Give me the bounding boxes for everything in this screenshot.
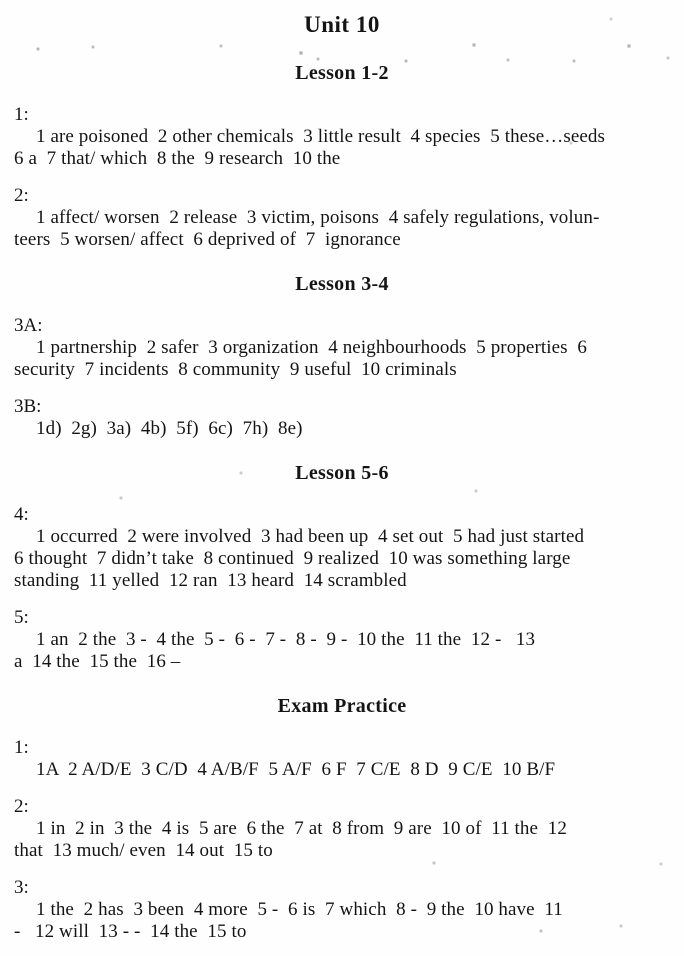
section-heading: Lesson 1-2: [295, 62, 389, 84]
exercise-2: [14, 185, 670, 251]
exercise-3b: [14, 396, 670, 440]
answer-line: 1A 2 A/D/E 3 C/D 4 A/B/F 5 A/F 6 F 7 C/E 8 D 9 C/E 10 B/F: [36, 759, 556, 780]
exercise-label: 2:: [14, 796, 29, 817]
answer-line: standing 11 yelled 12 ran 13 heard 14 scrambled: [14, 570, 407, 591]
answer-line: teers 5 worsen/ affect 6 deprived of 7 ignorance: [14, 229, 401, 250]
answer-line: 1 affect/ worsen 2 release 3 victim, poisons 4 safely regulations, volun-: [36, 207, 600, 228]
exercise-label: 4:: [14, 504, 29, 525]
section-exam-practice: [14, 693, 670, 943]
answer-line: 1 occurred 2 were involved 3 had been up 4 set out 5 had just started: [36, 526, 585, 547]
section-lesson-1-2: [14, 60, 670, 251]
answer-line: a 14 the 15 the 16 –: [14, 651, 181, 672]
answer-line: 6 a 7 that/ which 8 the 9 research 10 the: [14, 148, 341, 169]
answer-line: 1 an 2 the 3 - 4 the 5 - 6 - 7 - 8 - 9 - 10 the 11 the 12 - 13: [36, 629, 536, 650]
section-heading: Lesson 3-4: [295, 273, 389, 295]
exercise-5: [14, 607, 670, 673]
answer-line: 1 in 2 in 3 the 4 is 5 are 6 the 7 at 8 from 9 are 10 of 11 the 12: [36, 818, 567, 839]
answer-line: 1 partnership 2 safer 3 organization 4 neighbourhoods 5 properties 6: [36, 337, 587, 358]
answer-line: 6 thought 7 didn’t take 8 continued 9 realized 10 was something large: [14, 548, 571, 569]
exercise-label: 1:: [14, 104, 29, 125]
exercise-label: 3B:: [14, 396, 42, 417]
answer-line: 1 the 2 has 3 been 4 more 5 - 6 is 7 which 8 - 9 the 10 have 11: [36, 899, 563, 920]
exam-exercise-3: [14, 877, 670, 943]
exercise-label: 1:: [14, 737, 29, 758]
exercise-label: 3A:: [14, 315, 43, 336]
section-lesson-3-4: [14, 271, 670, 440]
section-heading: Lesson 5-6: [295, 462, 389, 484]
answer-line: 1d) 2g) 3a) 4b) 5f) 6c) 7h) 8e): [36, 418, 303, 439]
scan-noise: [0, 0, 2, 2]
answer-line: that 13 much/ even 14 out 15 to: [14, 840, 273, 861]
exercise-label: 2:: [14, 185, 29, 206]
exam-exercise-2: [14, 796, 670, 862]
exercise-1: [14, 104, 670, 170]
answer-line: - 12 will 13 - - 14 the 15 to: [14, 921, 247, 942]
exercise-3a: [14, 315, 670, 381]
answer-line: 1 are poisoned 2 other chemicals 3 little result 4 species 5 these…seeds: [36, 126, 605, 147]
answer-line: security 7 incidents 8 community 9 useful 10 criminals: [14, 359, 457, 380]
exercise-4: [14, 504, 670, 592]
section-lesson-5-6: [14, 460, 670, 673]
section-heading: Exam Practice: [277, 695, 407, 717]
exercise-label: 3:: [14, 877, 29, 898]
page-title: Unit 10: [304, 12, 380, 37]
exercise-label: 5:: [14, 607, 29, 628]
exam-exercise-1: [14, 737, 670, 781]
